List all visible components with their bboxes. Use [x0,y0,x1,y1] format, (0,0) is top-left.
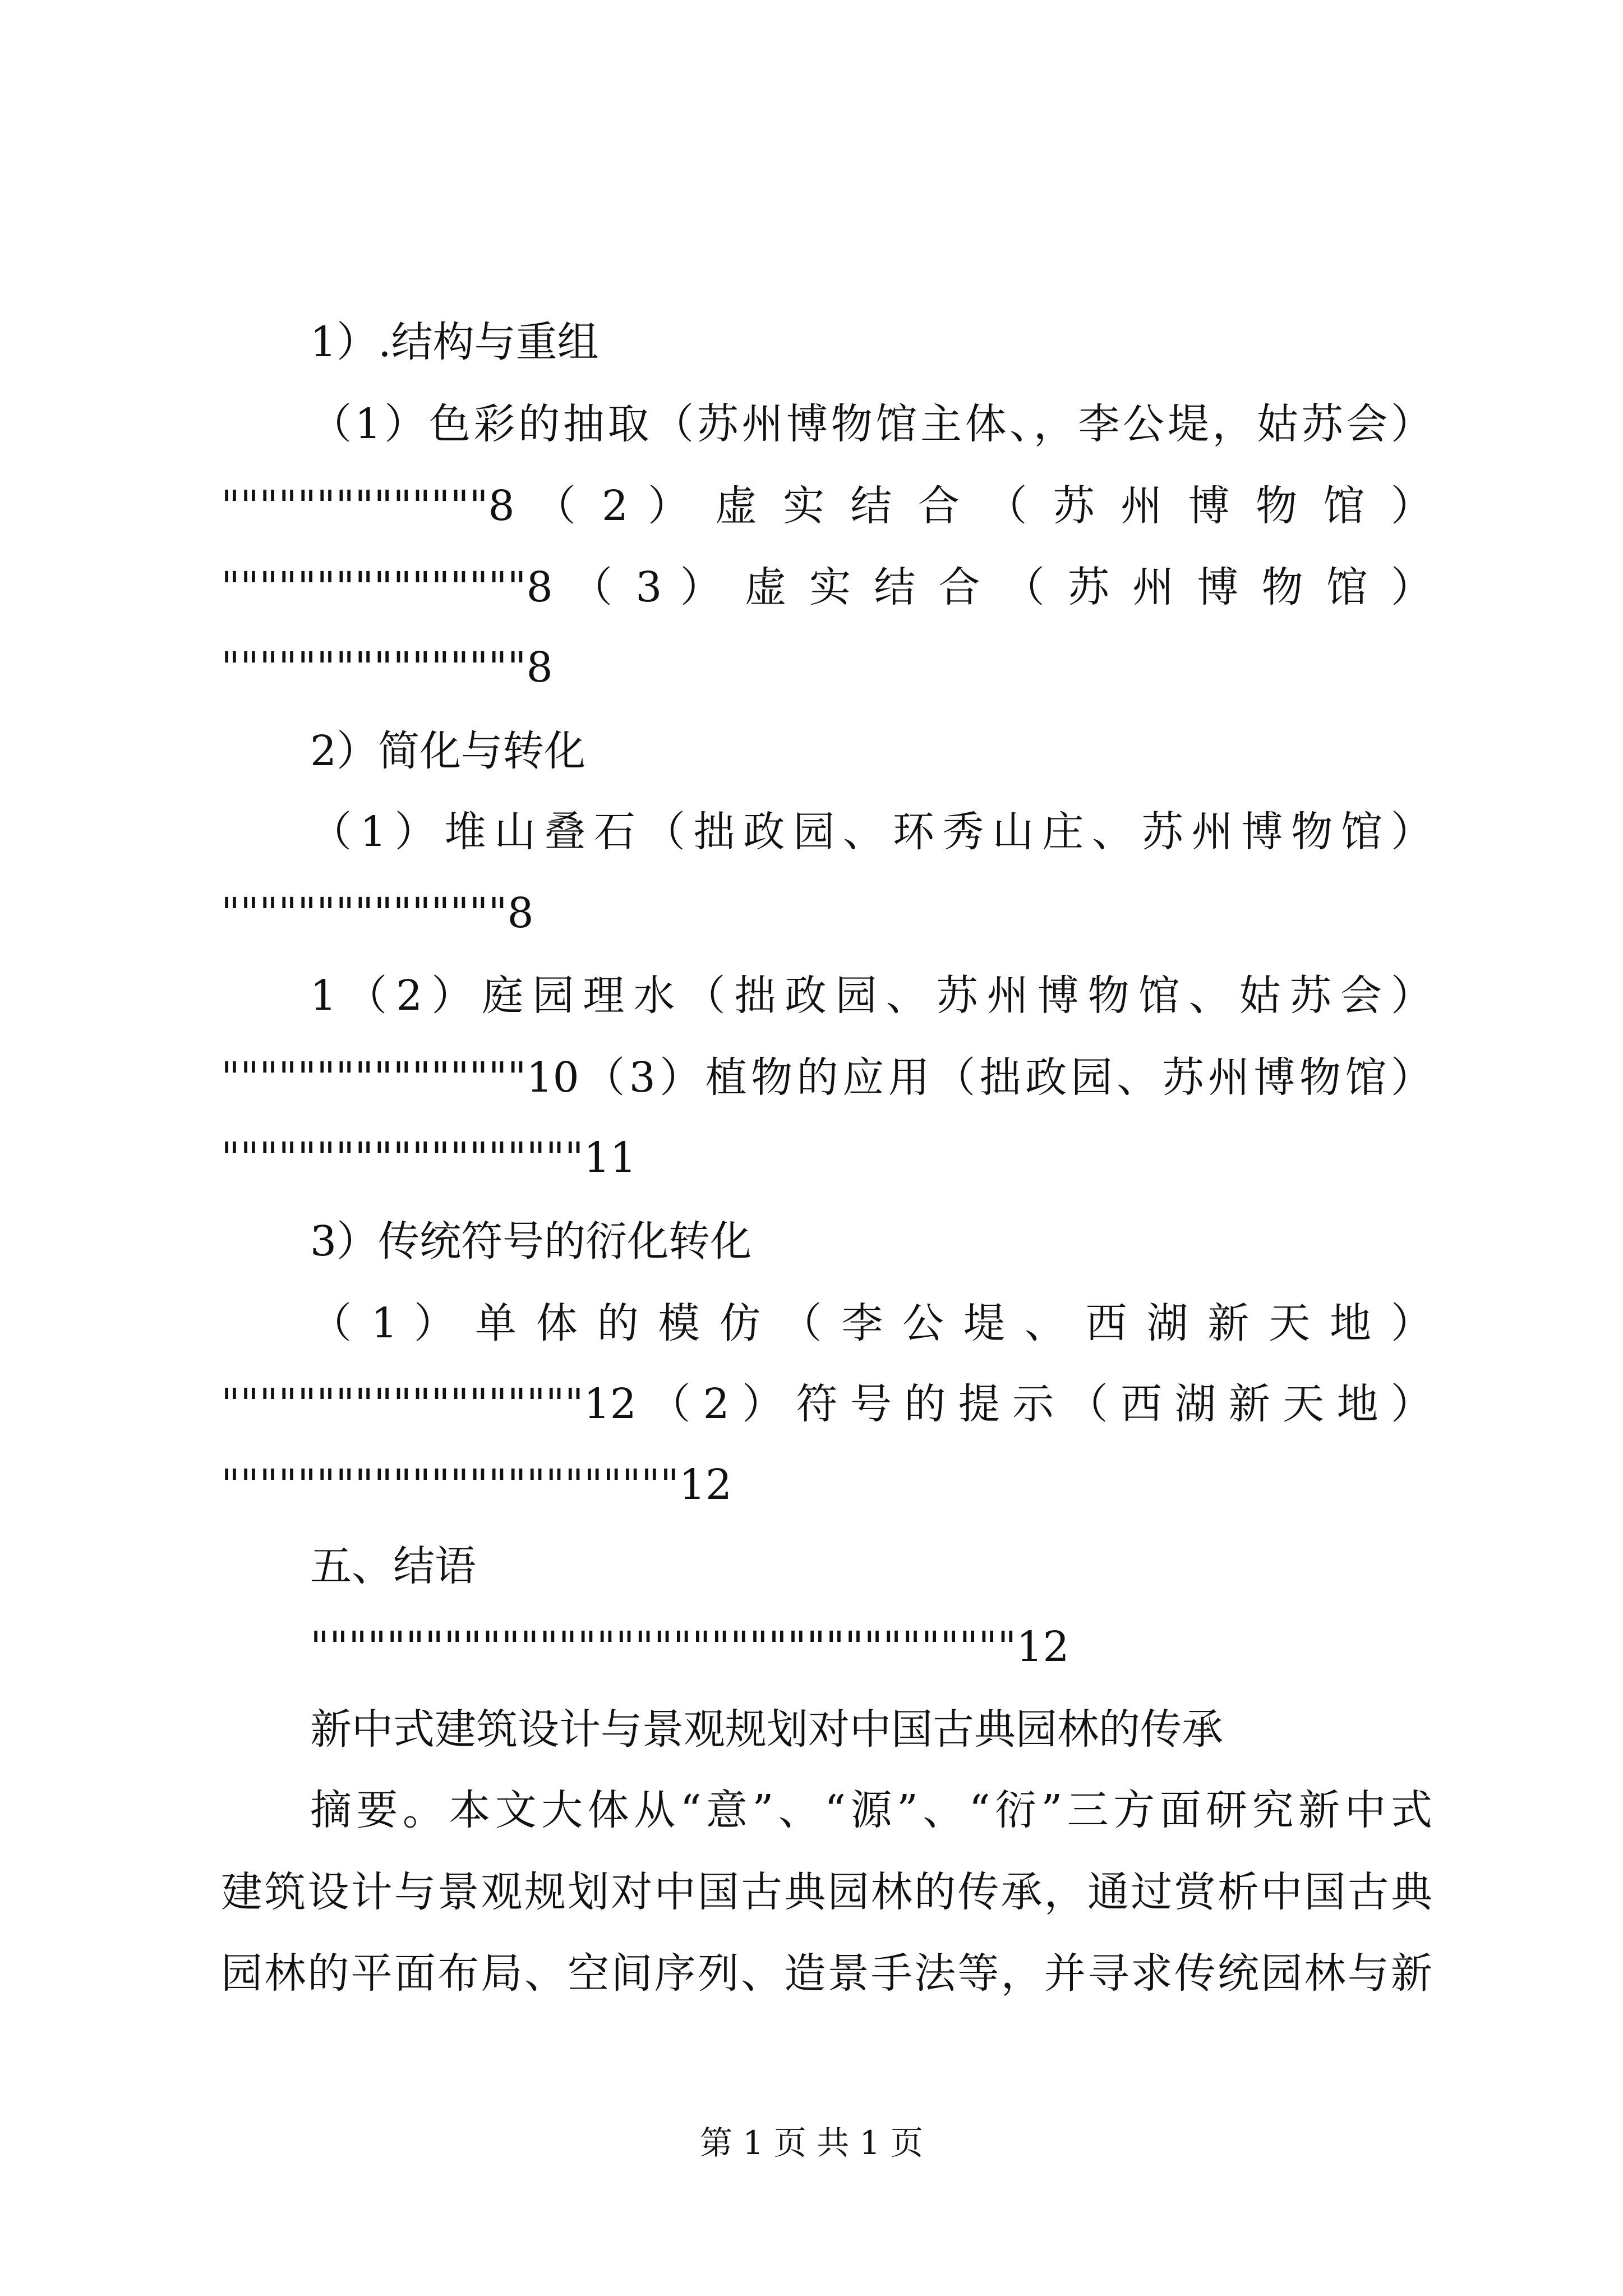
toc-entry-page-number: """"""""""""""""""""""""12 [221,1461,732,1509]
toc-entry-virtual-real-2: """"""""""""""8 （ 2 ） 虚 实 结 合 （ 苏 州 博 物 馆 ） [221,482,1432,530]
toc-heading-simplify: 2）简化与转化 [310,727,586,775]
toc-entry-plants: """"""""""""""""10（3）植物的应用（拙政园、苏州博物馆） [221,1053,1432,1102]
toc-entry-imitation: （ 1 ） 单 体 的 模 仿 （ 李 公 堤 、 西 湖 新 天 地 ） [310,1299,1432,1347]
toc-entry-page-number: """""""""""""""8 [221,889,534,937]
toc-entry-page-number: """""""""""""""""""""""""""""""""""""12 [310,1623,1069,1671]
toc-heading-symbols: 3）传统符号的衍化转化 [310,1217,752,1266]
abstract-line: 建筑设计与景观规划对中国古典园林的传承，通过赏析中国古典 [221,1868,1432,1916]
toc-entry-water: 1（2）庭园理水（拙政园、苏州博物馆、姑苏会） [310,972,1432,1020]
toc-entry-color: （1）色彩的抽取（苏州博物馆主体、，李公堤，姑苏会） [310,400,1432,448]
abstract-line: 摘要。本文大体从“意”、“源”、“衍”三方面研究新中式 [310,1786,1432,1834]
toc-entry-symbol-hint: """""""""""""""""""12（2）符号的提示（西湖新天地） [221,1380,1432,1428]
toc-heading-structure: 1）.结构与重组 [310,318,599,366]
toc-entry-page-number: """""""""""""""""""11 [221,1134,637,1182]
toc-entry-rockery: （1）堆山叠石（拙政园、环秀山庄、苏州博物馆） [310,808,1432,856]
toc-entry-page-number: """"""""""""""""8 [221,643,553,692]
toc-entry-virtual-real-3: """"""""""""""""8 （ 3 ） 虚 实 结 合 （ 苏 州 博 物 馆 ） [221,563,1432,611]
document-title: 新中式建筑设计与景观规划对中国古典园林的传承 [310,1705,1223,1754]
abstract-line: 园林的平面布局、空间序列、造景手法等，并寻求传统园林与新 [221,1949,1432,1998]
page-footer: 第 1 页 共 1 页 [700,2124,923,2162]
toc-heading-conclusion: 五、结语 [310,1542,476,1590]
